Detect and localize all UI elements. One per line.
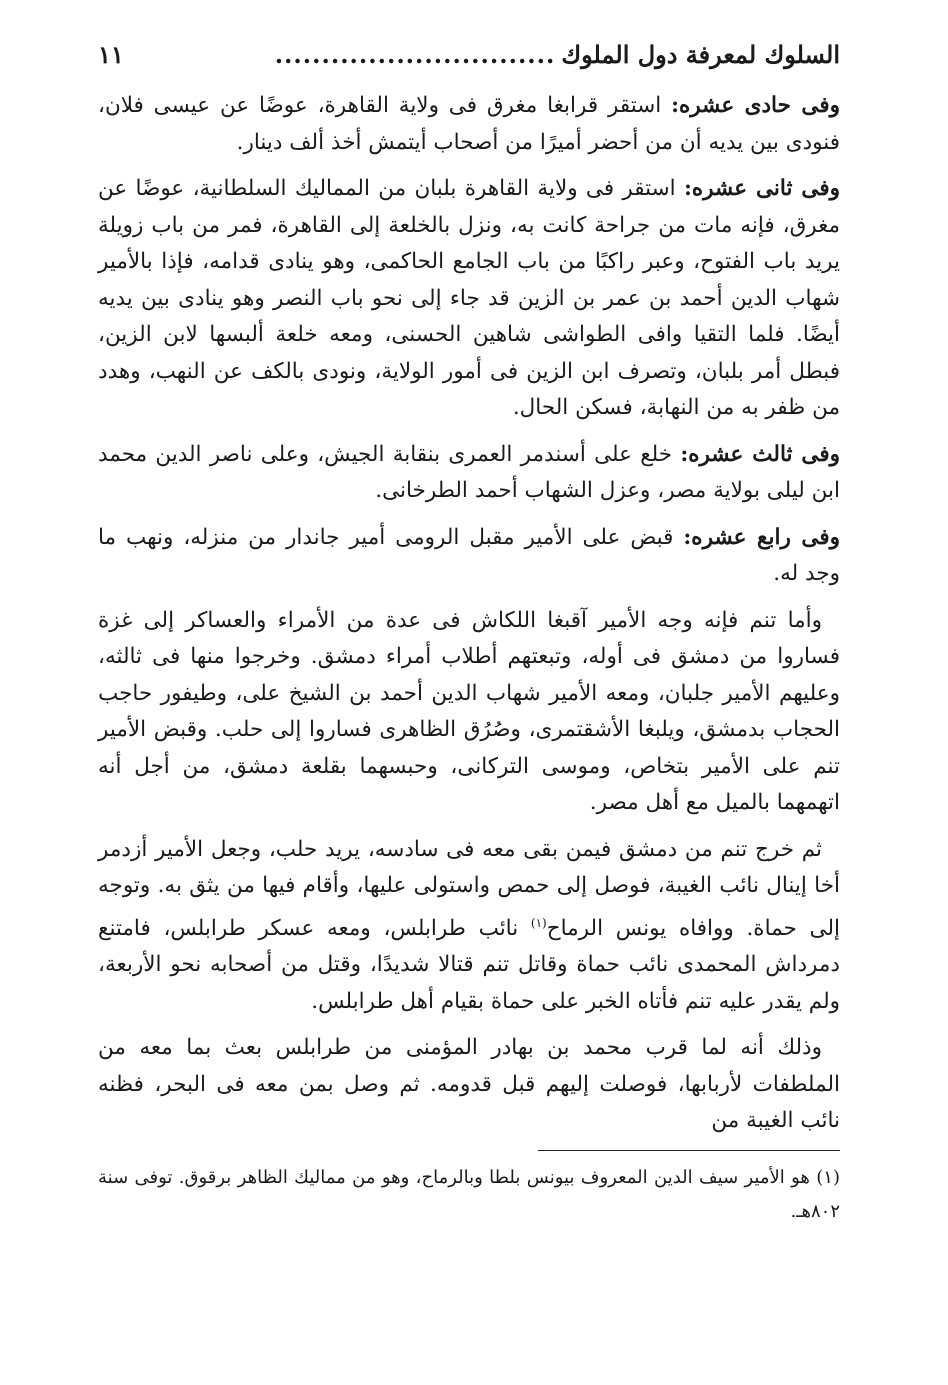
paragraph-day-12 bbox=[98, 171, 840, 427]
paragraph-tanam-hama bbox=[98, 832, 840, 1021]
page-number: ١١ bbox=[98, 40, 124, 69]
paragraph-lead: وفى ثالث عشره: bbox=[680, 441, 840, 467]
paragraph-tanam-damascus bbox=[98, 603, 840, 822]
paragraph-text-before-note: ثم خرج تنم من دمشق فيمن بقى معه فى سادسه، يريد حلب، وجعل الأمير أزدمر أخا إينال نائب الغيبة، فوصل إلى حمص واستولى عليها، وأقام فيها من يثق به. وتوجه إلى حماة. ووافاه يونس الرماح bbox=[98, 836, 840, 941]
paragraph-text: قبض على الأمير مقبل الرومى أمير جاندار من منزله، ونهب ما وجد له. bbox=[98, 524, 840, 586]
paragraph-lead: وفى ثانى عشره: bbox=[683, 176, 840, 201]
paragraph-text: نائب طرابلس، ومعه عسكر طرابلس، فامتنع دمرداش المحمدى نائب حماة وقاتل تنم قتالا شديدًا، وقتل من أصحابه نحو الأربعة، ولم يقدر عليه تنم فأتاه الخبر على حماة بقيام أهل طرابلس. bbox=[98, 915, 840, 1014]
paragraph-text: وذلك أنه لما قرب محمد بن بهادر المؤمنى من طرابلس بعث بما معه من الملطفات لأربابها، فوصلت إليهم قبل قدومه. ثم وصل بمن معه فى البحر، فظنه نائب الغيبة من bbox=[98, 1035, 840, 1134]
footnote-reference[interactable]: (١) bbox=[530, 915, 547, 930]
footnote-separator bbox=[538, 1150, 840, 1151]
paragraph-text: استقر قرابغا مغرق فى ولاية القاهرة، عوضًا عن عيسى فلان، فنودى بين يديه أن من أحضر أميرًا من أصحاب أيتمش أخذ ألف دينار. bbox=[98, 93, 840, 155]
paragraph-text: استقر فى ولاية القاهرة بلبان من المماليك السلطانية، عوضًا عن مغرق، فإنه مات من جراحة كانت به، ونزل بالخلعة إلى القاهرة، فمر من باب زويلة يريد باب الفتوح، وعبر راكبًا من باب الجامع الحاكمى، وهو ينادى قدامه، فإذا بالأمير شهاب الدين أحمد بن عمر بن الزين قد جاء إلى نحو باب النصر وهو ينادى بين يديه أيضًا. فلما التقيا وافى الطواشى شاهين الحسنى، ومعه خلعة ألبسها لابن الزين، فبطل أمر بلبان، وتصرف ابن الزين فى أمور الولاية، ونودى بالكف عن النهب، وهدد من ظفر به من النهابة، فسكن الحال. bbox=[98, 176, 840, 420]
paragraph-tripoli bbox=[98, 1030, 840, 1140]
book-title: السلوك لمعرفة دول الملوك bbox=[561, 40, 840, 69]
paragraph-day-11 bbox=[98, 88, 840, 161]
paragraph-text: خلع على أسندمر العمرى بنقابة الجيش، وعلى ناصر الدين محمد ابن ليلى بولاية مصر، وعزل الشهاب أحمد الطرخانى. bbox=[98, 441, 840, 503]
paragraph-lead: وفى حادى عشره: bbox=[671, 93, 840, 118]
paragraph-text: وأما تنم فإنه وجه الأمير آقبغا اللكاش فى عدة من الأمراء والعساكر إلى غزة فساروا من دمشق فى أوله، وتبعتهم أطلاب أمراء دمشق. وخرجوا منها فى ثالثه، وعليهم الأمير جلبان، ومعه الأمير شهاب الدين أحمد بن الشيخ على، وطيفور حاجب الحجاب بدمشق، ويلبغا الأشقتمرى، وصُرُق الظاهرى فساروا إلى حلب. وقبض الأمير تنم على الأمير بتخاص، وموسى التركانى، وحبسهما بقلعة دمشق، من أجل أنه اتهمهما بالميل مع أهل مصر. bbox=[98, 607, 840, 815]
paragraph-day-14 bbox=[98, 520, 840, 593]
footnote: (١) هو الأمير سيف الدين المعروف بيونس بلطا وبالرماح، وهو من مماليك الظاهر برقوق. توفى سنة ٨٠٢هـ. bbox=[98, 1166, 840, 1222]
header-leader-dots: .............................. bbox=[274, 40, 556, 69]
paragraph-day-13 bbox=[98, 437, 840, 510]
paragraph-lead: وفى رابع عشره: bbox=[683, 524, 841, 550]
running-header bbox=[98, 40, 840, 88]
book-page bbox=[98, 40, 840, 1360]
